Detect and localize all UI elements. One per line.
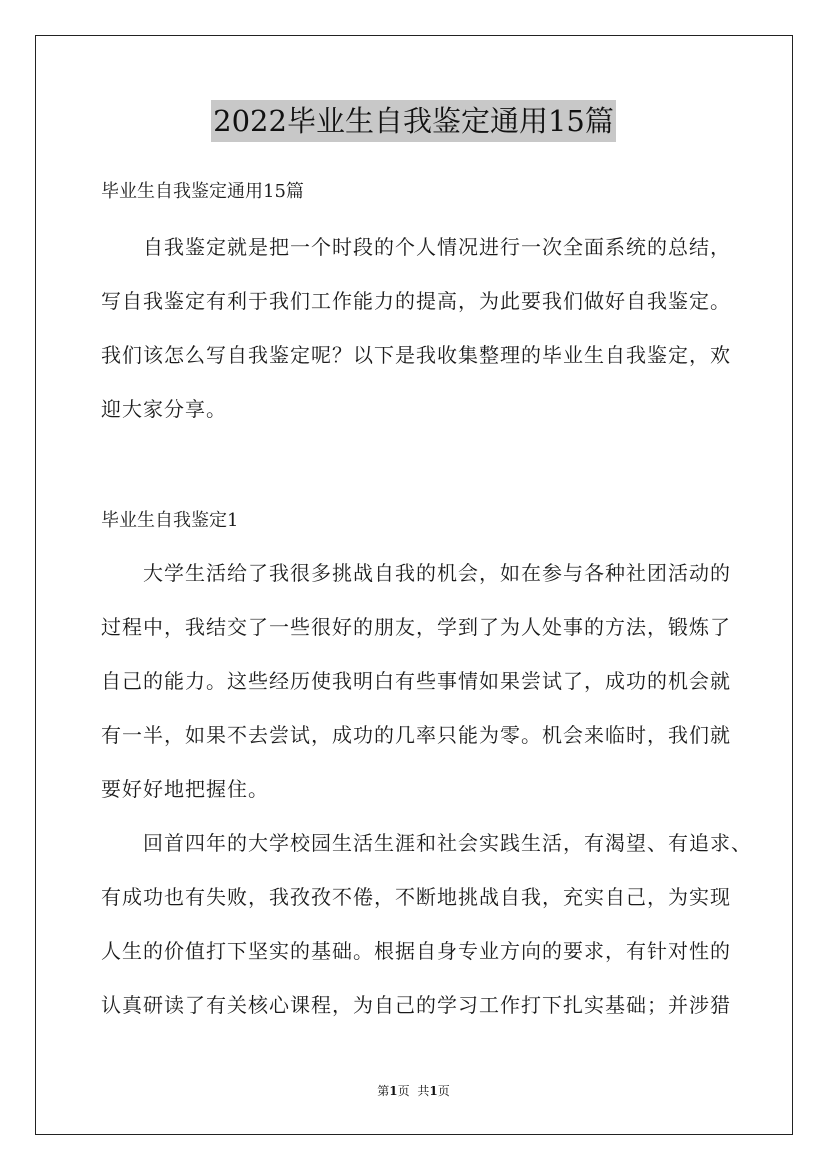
page-suffix: 页 [397, 1084, 410, 1098]
document-title: 2022毕业生自我鉴定通用15篇 [211, 100, 616, 142]
section-heading: 毕业生自我鉴定1 [101, 510, 239, 531]
intro-line: 写自我鉴定有利于我们工作能力的提高，为此要我们做好自我鉴定。 [101, 289, 731, 313]
paragraph-line: 回首四年的大学校园生活生涯和社会实践生活，有渴望、有追求、 [143, 831, 752, 855]
page-number: 1 [389, 1084, 398, 1098]
total-prefix: 共 [417, 1084, 430, 1098]
paragraph-line: 自己的能力。这些经历使我明白有些事情如果尝试了，成功的机会就 [101, 669, 731, 693]
page-prefix: 第 [377, 1084, 390, 1098]
paragraph-line: 要好好地把握住。 [101, 777, 269, 801]
intro-line: 迎大家分享。 [101, 397, 227, 421]
paragraph-line: 过程中，我结交了一些很好的朋友，学到了为人处事的方法，锻炼了 [101, 615, 731, 639]
intro-line: 我们该怎么写自我鉴定呢？以下是我收集整理的毕业生自我鉴定，欢 [101, 343, 731, 367]
total-pages: 1 [429, 1084, 438, 1098]
paragraph-line: 认真研读了有关核心课程，为自己的学习工作打下扎实基础；并涉猎 [101, 993, 731, 1017]
paragraph-line: 有一半，如果不去尝试，成功的几率只能为零。机会来临时，我们就 [101, 723, 731, 747]
total-suffix: 页 [437, 1084, 450, 1098]
paragraph-line: 大学生活给了我很多挑战自我的机会，如在参与各种社团活动的 [143, 561, 731, 585]
page-footer [0, 1082, 827, 1100]
document-subtitle: 毕业生自我鉴定通用15篇 [101, 181, 304, 202]
paragraph-line: 人生的价值打下坚实的基础。根据自身专业方向的要求，有针对性的 [101, 939, 731, 963]
title-container [0, 100, 827, 142]
intro-line: 自我鉴定就是把一个时段的个人情况进行一次全面系统的总结， [143, 235, 731, 259]
paragraph-line: 有成功也有失败，我孜孜不倦，不断地挑战自我，充实自己，为实现 [101, 885, 731, 909]
